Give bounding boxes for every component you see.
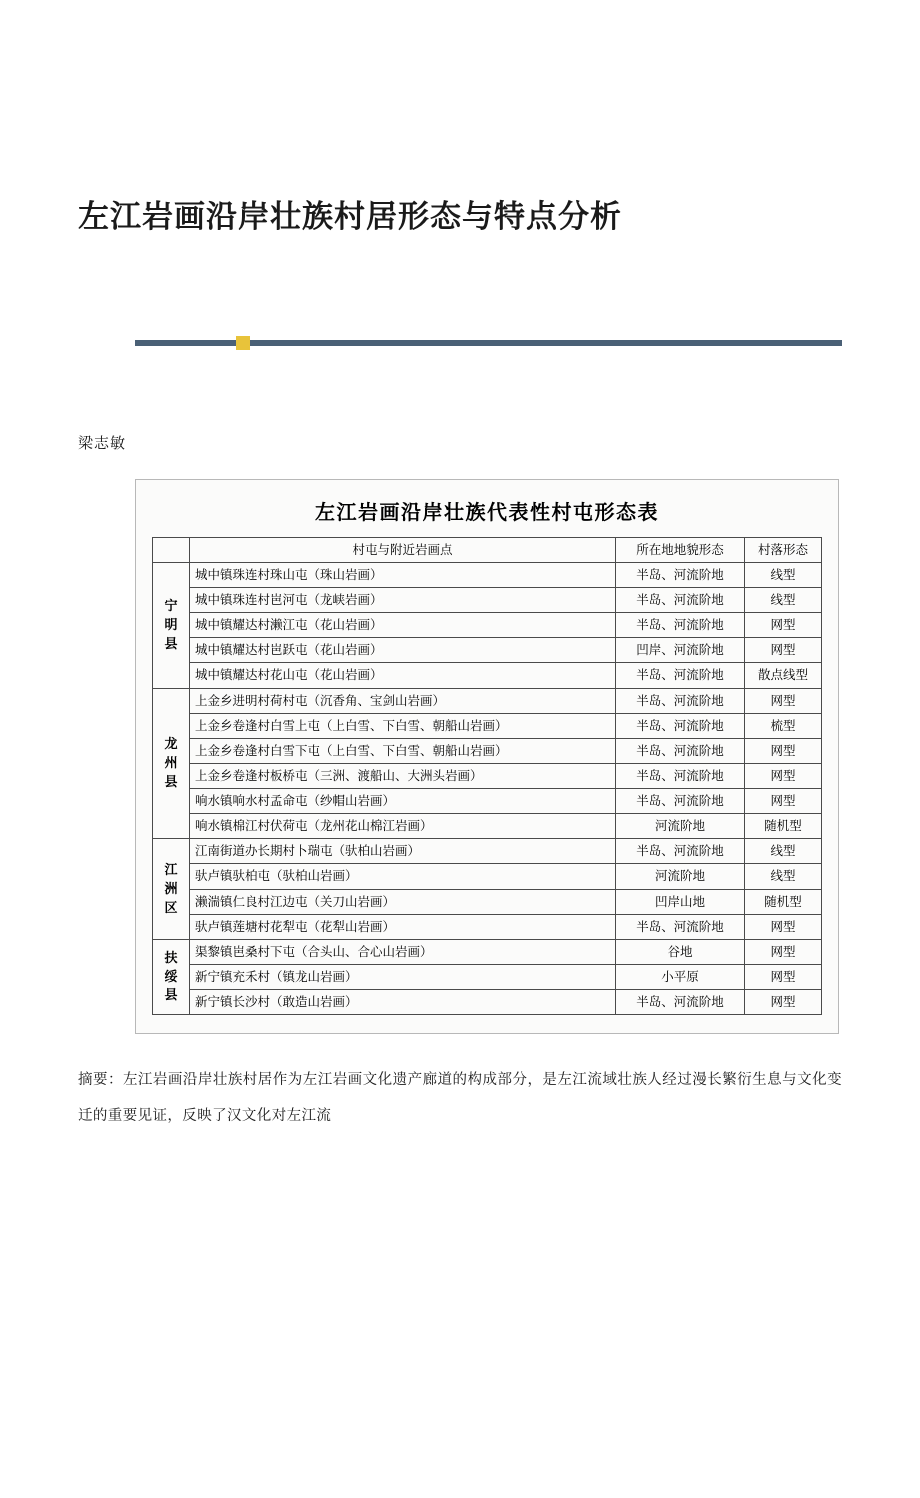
shape-cell: 网型 — [745, 990, 822, 1015]
table-row — [153, 990, 822, 1015]
landform-cell: 半岛、河流阶地 — [616, 914, 745, 939]
header-county — [153, 537, 190, 562]
table-row — [153, 588, 822, 613]
landform-cell: 半岛、河流阶地 — [616, 688, 745, 713]
table-row — [153, 864, 822, 889]
landform-cell: 小平原 — [616, 964, 745, 989]
figure-title: 左江岩画沿岸壮族代表性村屯形态表 — [315, 501, 659, 524]
village-cell: 上金乡进明村荷村屯（沉香角、宝剑山岩画） — [190, 688, 616, 713]
landform-cell: 半岛、河流阶地 — [616, 763, 745, 788]
table-row — [153, 964, 822, 989]
county-cell: 江 洲 区 — [153, 839, 190, 940]
village-cell: 渠黎镇岜桑村下屯（合头山、合心山岩画） — [190, 939, 616, 964]
header-landform: 所在地地貌形态 — [616, 537, 745, 562]
figure-table-container — [135, 479, 839, 1034]
shape-cell: 网型 — [745, 789, 822, 814]
divider-accent-square — [236, 336, 250, 350]
shape-cell: 网型 — [745, 688, 822, 713]
table-row — [153, 713, 822, 738]
village-cell: 新宁镇充禾村（镇龙山岩画） — [190, 964, 616, 989]
landform-cell: 半岛、河流阶地 — [616, 663, 745, 688]
shape-cell: 网型 — [745, 638, 822, 663]
village-cell: 城中镇珠连村珠山屯（珠山岩画） — [190, 562, 616, 587]
header-village: 村屯与附近岩画点 — [190, 537, 616, 562]
table-row — [153, 562, 822, 587]
county-cell: 扶 绥 县 — [153, 939, 190, 1014]
table-body — [153, 562, 822, 1014]
shape-cell: 散点线型 — [745, 663, 822, 688]
landform-cell: 半岛、河流阶地 — [616, 613, 745, 638]
shape-cell: 线型 — [745, 864, 822, 889]
county-cell: 宁 明 县 — [153, 562, 190, 688]
village-cell: 濑湍镇仁良村江边屯（关刀山岩画） — [190, 889, 616, 914]
village-cell: 城中镇耀达村濑江屯（花山岩画） — [190, 613, 616, 638]
village-cell: 上金乡卷逢村白雪上屯（上白雪、下白雪、朝船山岩画） — [190, 713, 616, 738]
landform-cell: 凹岸、河流阶地 — [616, 638, 745, 663]
header-shape: 村落形态 — [745, 537, 822, 562]
village-cell: 城中镇耀达村花山屯（花山岩画） — [190, 663, 616, 688]
landform-cell: 河流阶地 — [616, 814, 745, 839]
abstract-paragraph: 摘要：左江岩画沿岸壮族村居作为左江岩画文化遗产廊道的构成部分，是左江流域壮族人经过漫长繁衍生息与文化变迁的重要见证，反映了汉文化对左江流 — [78, 1072, 842, 1125]
shape-cell: 随机型 — [745, 814, 822, 839]
table-row — [153, 688, 822, 713]
table-row — [153, 738, 822, 763]
shape-cell: 随机型 — [745, 889, 822, 914]
landform-cell: 凹岸山地 — [616, 889, 745, 914]
landform-cell: 河流阶地 — [616, 864, 745, 889]
page-title: 左江岩画沿岸壮族村居形态与特点分析 — [78, 199, 622, 234]
shape-cell: 线型 — [745, 839, 822, 864]
landform-cell: 半岛、河流阶地 — [616, 588, 745, 613]
author-name: 梁志敏 — [78, 434, 127, 452]
landform-cell: 半岛、河流阶地 — [616, 990, 745, 1015]
village-cell: 江南街道办长期村卜瑞屯（驮柏山岩画） — [190, 839, 616, 864]
table-row — [153, 939, 822, 964]
shape-cell: 网型 — [745, 914, 822, 939]
table-row — [153, 789, 822, 814]
table-row — [153, 814, 822, 839]
shape-cell: 网型 — [745, 613, 822, 638]
landform-cell: 半岛、河流阶地 — [616, 713, 745, 738]
village-cell: 响水镇棉江村伏荷屯（龙州花山棉江岩画） — [190, 814, 616, 839]
document-page — [0, 196, 920, 1498]
title-divider — [78, 336, 842, 348]
county-cell: 龙 州 县 — [153, 688, 190, 839]
shape-cell: 线型 — [745, 562, 822, 587]
landform-cell: 半岛、河流阶地 — [616, 839, 745, 864]
village-cell: 驮卢镇莲塘村花犁屯（花犁山岩画） — [190, 914, 616, 939]
landform-cell: 半岛、河流阶地 — [616, 562, 745, 587]
landform-cell: 谷地 — [616, 939, 745, 964]
table-row — [153, 613, 822, 638]
village-morphology-table — [152, 537, 822, 1015]
village-cell: 响水镇响水村孟命屯（纱帽山岩画） — [190, 789, 616, 814]
landform-cell: 半岛、河流阶地 — [616, 789, 745, 814]
table-row — [153, 763, 822, 788]
shape-cell: 网型 — [745, 738, 822, 763]
table-row — [153, 839, 822, 864]
village-cell: 上金乡卷逢村板桥屯（三洲、渡船山、大洲头岩画） — [190, 763, 616, 788]
table-header-row — [153, 537, 822, 562]
village-cell: 城中镇耀达村岜跃屯（花山岩画） — [190, 638, 616, 663]
shape-cell: 网型 — [745, 964, 822, 989]
table-row — [153, 663, 822, 688]
village-cell: 驮卢镇驮柏屯（驮柏山岩画） — [190, 864, 616, 889]
village-cell: 新宁镇长沙村（敢造山岩画） — [190, 990, 616, 1015]
shape-cell: 网型 — [745, 939, 822, 964]
village-cell: 上金乡卷逢村白雪下屯（上白雪、下白雪、朝船山岩画） — [190, 738, 616, 763]
table-row — [153, 638, 822, 663]
shape-cell: 梳型 — [745, 713, 822, 738]
table-row — [153, 889, 822, 914]
shape-cell: 网型 — [745, 763, 822, 788]
landform-cell: 半岛、河流阶地 — [616, 738, 745, 763]
table-row — [153, 914, 822, 939]
shape-cell: 线型 — [745, 588, 822, 613]
village-cell: 城中镇珠连村岜河屯（龙峡岩画） — [190, 588, 616, 613]
